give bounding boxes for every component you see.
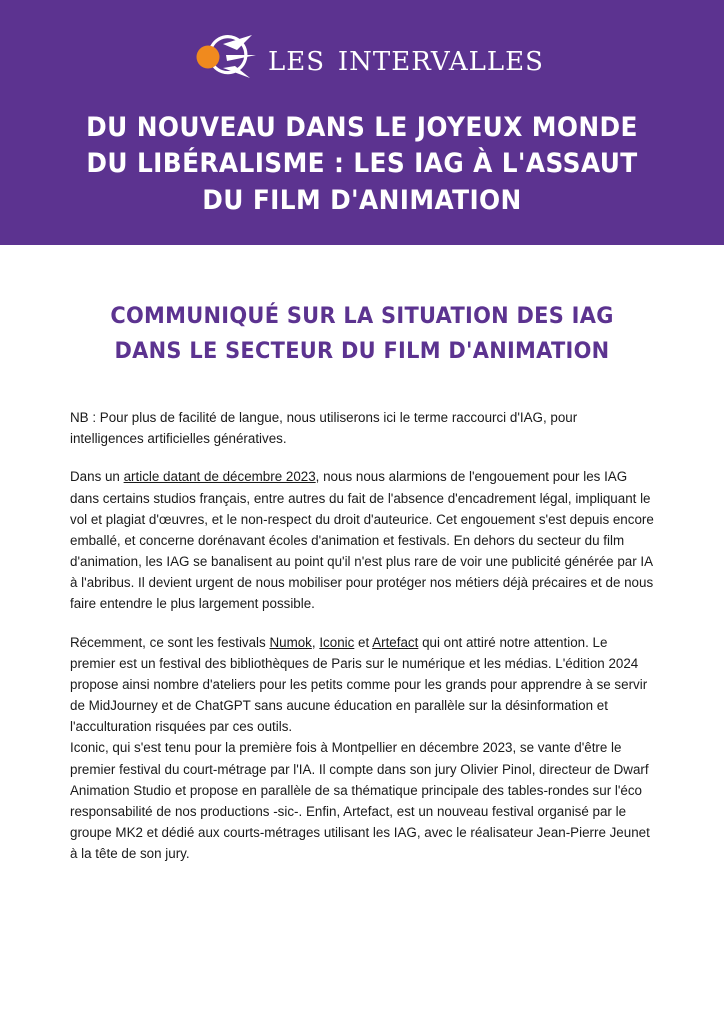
subtitle-line-2: DANS LE SECTEUR DU FILM D'ANIMATION — [114, 338, 610, 365]
paragraph-intro: Dans un article datant de décembre 2023, nous nous alarmions de l'engouement pour les IAG dans certains studios français, entre autres du fait de l'absence d'encadrement légal, impliquant le vol et plagiat d'œuvres, et le non-respect du droit d'auteurice. Cet engouement s'est depuis encore emballé, et concerne dorénavant écoles d'animation et festivals. En dehors du secteur du film d'animation, les IAG se banalisent au point qu'il n'est plus rare de voir une publicité générée par IA à l'abribus. Il devient urgent de nous mobiliser pour protéger nos métiers déjà précaires et de nous faire entendre le plus largement possible. — [70, 469, 654, 612]
comet-circle-icon — [180, 30, 258, 84]
document-body — [0, 299, 724, 864]
subtitle-line-1: COMMUNIQUÉ SUR LA SITUATION DES IAG — [110, 303, 614, 330]
logo-wordmark: les intervalles — [268, 35, 544, 79]
inline-link[interactable]: article datant de décembre 2023 — [123, 469, 316, 485]
logo — [40, 26, 684, 88]
header-band — [0, 0, 724, 245]
page-title: DU NOUVEAU DANS LE JOYEUX MONDE DU LIBÉRALISME : LES IAG À L'ASSAUT DU FILM D'ANIMATION — [86, 112, 638, 216]
paragraph-festivals: Récemment, ce sont les festivals Numok, Iconic et Artefact qui ont attiré notre attention. Le premier est un festival des bibliothèques de Paris sur le numérique et les médias. L'édition 2024 propose ainsi nombre d'ateliers pour les petits comme pour les grands pour apprendre à se servir de MidJourney et de ChatGPT sans aucune éducation en parallèle sur la désinformation et l'acculturation risquées par ces outils. Iconic, qui s'est tenu pour la première fois à Montpellier en décembre 2023, se vante d'être le premier festival du court-métrage par l'IA. Il compte dans son jury Olivier Pinol, directeur de Dwarf Animation Studio et propose en parallèle de sa thématique principale des tables-rondes sur l'éco responsabilité de nos productions -sic-. Enfin, Artefact, est un nouveau festival organisé par le groupe MK2 et dédié aux courts-métrages utilisant les IAG, avec le réalisateur Jean-Pierre Jeunet à la tête de son jury. — [70, 634, 650, 862]
document-subtitle — [90, 299, 633, 369]
inline-link[interactable]: Numok — [269, 634, 312, 650]
paragraph-nb: NB : Pour plus de facilité de langue, nous utiliserons ici le terme raccourci d'IAG, pour intelligences artificielles génératives. — [70, 410, 578, 447]
inline-link[interactable]: Iconic — [319, 634, 355, 650]
inline-link[interactable]: Artefact — [372, 634, 419, 650]
article-content — [70, 407, 654, 864]
